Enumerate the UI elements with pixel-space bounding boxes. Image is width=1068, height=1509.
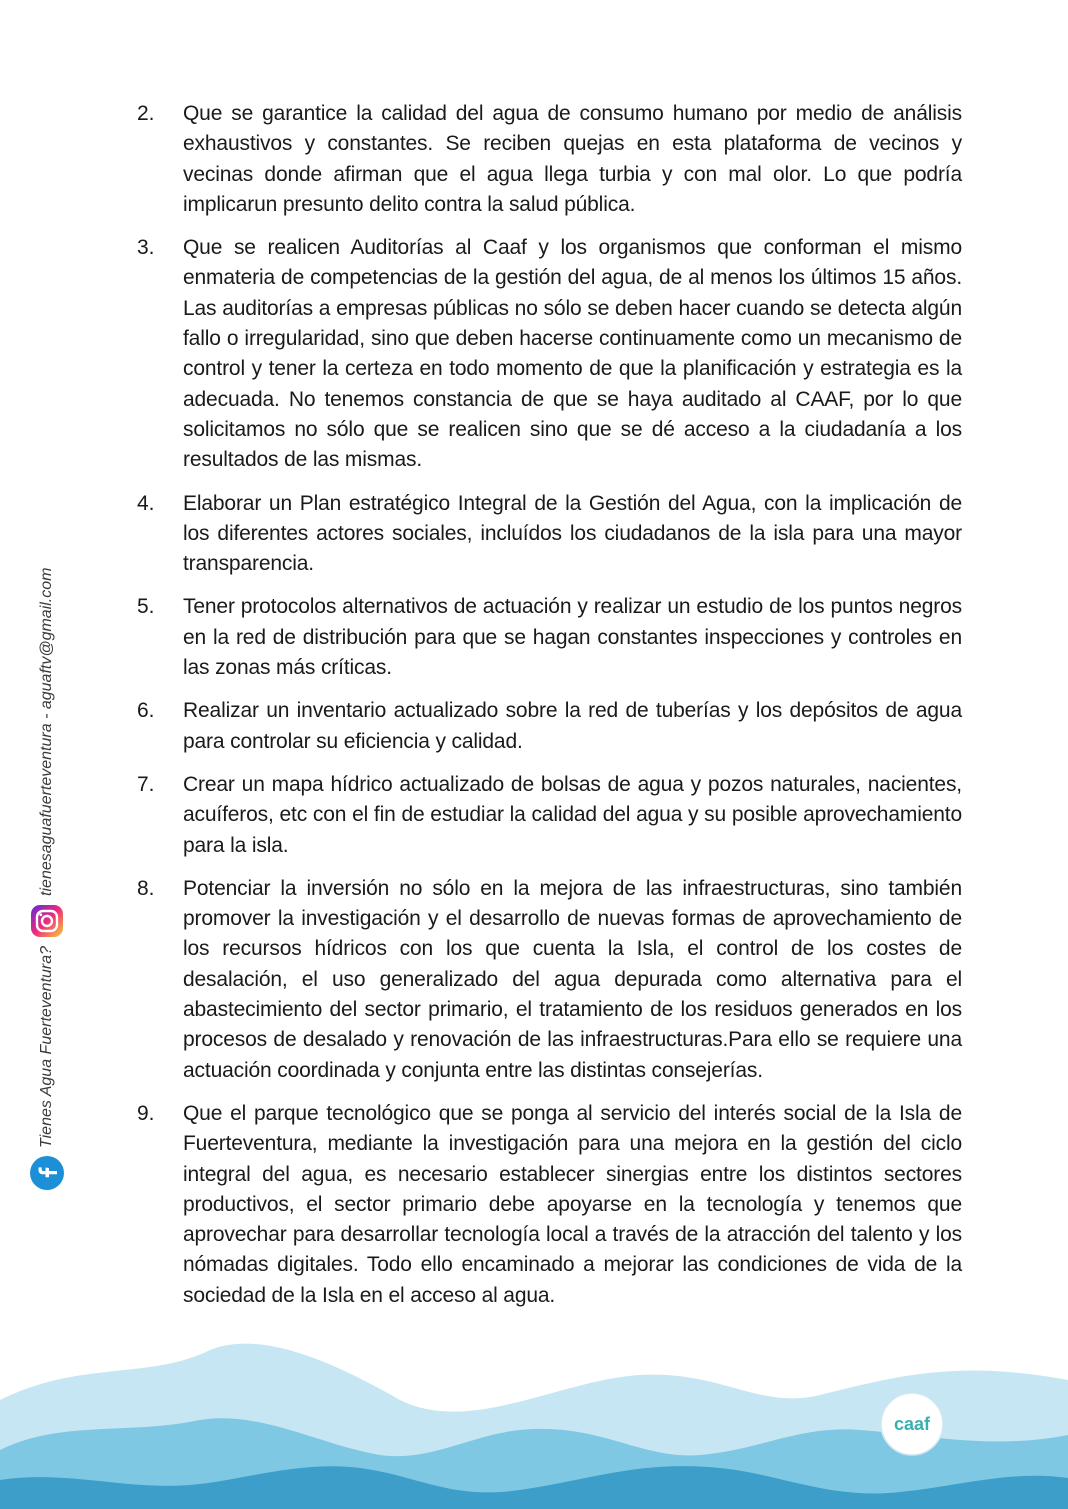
demands-list: [137, 99, 962, 1324]
list-item: [137, 233, 962, 475]
item-number: 4.: [137, 491, 155, 515]
item-text: Que el parque tecnológico que se ponga al servicio del interés social de la Isla de Fuerteventura, mediante la investigación para una mejora en la gestión del ciclo integral del agua, es necesario establecer sinergias entre los distintos sectores productivos, el sector primario debe apoyarse en la tecnología y tenemos que aprovechar para desarrollar tecnología local a través de la atracción del talento y los nómadas digitales. Todo ello encaminado a mejorar las condiciones de vida de la sociedad de la Isla en el acceso al agua.: [183, 1101, 962, 1307]
facebook-icon[interactable]: [30, 1156, 64, 1190]
item-text: Que se realicen Auditorías al Caaf y los organismos que conforman el mismo enmateria de competencias de la gestión del agua, de al menos los últimos 15 años. Las auditorías a empresas públicas no sólo se deben hacer cuando se detecta algún fallo o irregularidad, sino que deben hacerse continuamente como un mecanismo de control y tener la certeza en todo momento de que la planificación y estrategia es la adecuada. No tenemos constancia de que se haya auditado al CAAF, por lo que solicitamos no sólo que se realicen sino que se dé acceso a la ciudadanía a los resultados de las mismas.: [183, 236, 962, 472]
social-sidebar: [27, 480, 67, 1190]
list-item: [137, 696, 962, 757]
item-text: Elaborar un Plan estratégico Integral de la Gestión del Agua, con la implicación de los diferentes actores sociales, incluídos los ciudadanos de la isla para una mayor transparencia.: [183, 491, 962, 576]
item-text: Tener protocolos alternativos de actuación y realizar un estudio de los puntos negros en la red de distribución para que se hagan constantes inspecciones y controles en las zonas más críticas.: [183, 595, 962, 680]
caaf-logo: [880, 1392, 944, 1456]
svg-text:caaf: caaf: [893, 1414, 931, 1434]
instagram-contact[interactable]: tienesaguafuerteventura - aguaftv@gmail.com: [38, 567, 55, 896]
item-number: 2.: [137, 102, 155, 125]
item-number: 8.: [137, 876, 155, 900]
item-text: Realizar un inventario actualizado sobre la red de tuberías y los depósitos de agua para controlar su eficiencia y calidad.: [183, 699, 962, 753]
list-item: [137, 874, 962, 1086]
list-item: [137, 1099, 962, 1311]
item-text: Que se garantice la calidad del agua de consumo humano por medio de análisis exhaustivos y constantes. Se reciben quejas en esta plataforma de vecinos y vecinas donde afirman que el agua llega turbia y con mal olor. Lo que podría implicarun presunto delito contra la salud pública.: [183, 102, 962, 216]
item-number: 9.: [137, 1101, 155, 1125]
list-item: [137, 489, 962, 580]
item-number: 3.: [137, 236, 155, 260]
item-number: 6.: [137, 699, 155, 723]
item-number: 7.: [137, 772, 155, 796]
facebook-page-name[interactable]: Tienes Agua Fuerteventura?: [38, 945, 55, 1148]
list-item: [137, 99, 962, 220]
item-text: Potenciar la inversión no sólo en la mejora de las infraestructuras, sino también promover la investigación y el desarrollo de nuevas formas de aprovechamiento de los recursos hídricos con los que cuenta la Isla, el control de los costes de desalación, el uso generalizado del agua depurada como alternativa para el abastecimiento del sector primario, el tratamiento de los residuos generados en los procesos de desalado y renovación de las infraestructuras.Para ello se requiere una actuación coordinada y conjunta entre las distintas consejerías.: [183, 876, 962, 1082]
item-number: 5.: [137, 595, 155, 619]
list-item: [137, 770, 962, 861]
instagram-icon[interactable]: [30, 904, 64, 938]
item-text: Crear un mapa hídrico actualizado de bolsas de agua y pozos naturales, nacientes, acuíferos, etc con el fin de estudiar la calidad del agua y su posible aprovechamiento para la isla.: [183, 772, 962, 857]
list-item: [137, 592, 962, 683]
